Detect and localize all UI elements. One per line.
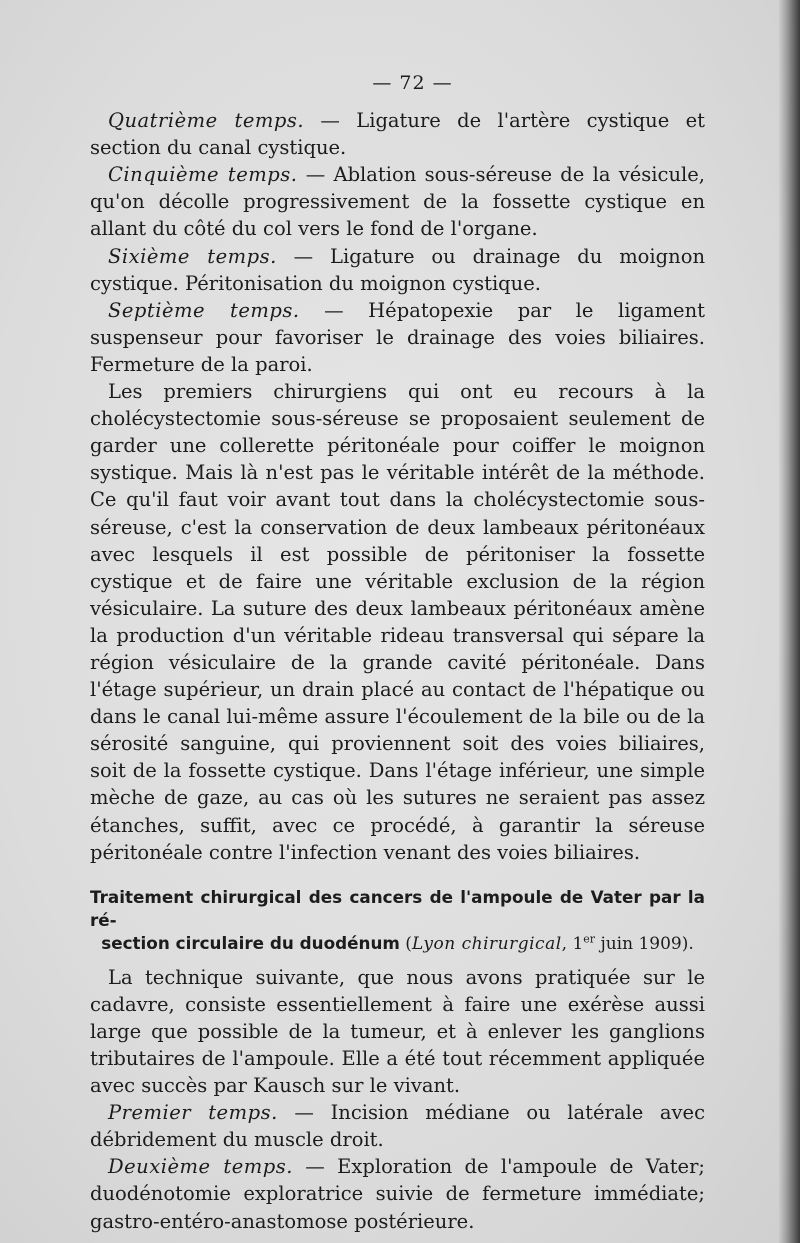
- step-label: Premier temps.: [108, 1101, 278, 1125]
- paragraph-technique: La technique suivante, que nous avons pratiquée sur le cadavre, consiste essentiellement à faire une exérèse aussi large que possible de la tumeur, et à enlever les ganglions tributaires de l'ampoule. Elle a été tout récemment appliquée avec succès par Kausch sur le vivant.: [90, 965, 705, 1098]
- paragraph-premier-temps: [90, 1099, 705, 1153]
- ref-date-pre: , 1: [561, 933, 584, 954]
- step-label: Septième temps.: [108, 298, 300, 322]
- step-label: Sixième temps.: [108, 244, 277, 268]
- paragraph-sixieme-temps: [90, 243, 705, 297]
- step-text: — Hépatopexie par le ligament suspenseur pour favoriser le drainage des voies biliaires. Fermeture de la paroi.: [90, 298, 705, 376]
- ref-sup: er: [583, 932, 596, 946]
- heading-line-2-wrap: [90, 932, 705, 956]
- ref-journal: Lyon chirurgical: [411, 933, 562, 954]
- heading-line-2: section circulaire du duodénum: [101, 932, 400, 953]
- paragraph-discussion: Les premiers chirurgiens qui ont eu recours à la cholécystectomie sous-séreuse se proposaient seulement de garder une collerette péritonéale pour coiffer le moignon systique. Mais là n'est pas le véritable intérêt de la méthode. Ce qu'il faut voir avant tout dans la cholécystectomie sous-séreuse, c'est la conservation de deux lambeaux péritonéaux avec lesquels il est possible de péritoniser la fossette cystique et de faire une véritable exclusion de la région vésiculaire. La suture des deux lambeaux péritonéaux amène la production d'un véritable rideau transversal qui sépare la région vésiculaire de la grande cavité péritonéale. Dans l'étage supérieur, un drain placé au contact de l'hépatique ou dans le canal lui-même assure l'écoulement de la bile ou de la sérosité sanguine, qui proviennent soit des voies biliaires, soit de la fossette cystique. Dans l'étage inférieur, une simple mèche de gaze, au cas où les sutures ne seraient pas assez étanches, suffit, avec ce procédé, à garantir la séreuse péritonéale contre l'infection venant des voies biliaires.: [90, 380, 705, 864]
- paragraph-septieme-temps: [90, 297, 705, 378]
- step-text: — Incision médiane ou latérale avec débridement du muscle droit.: [90, 1101, 705, 1152]
- step-text: — Ligature ou drainage du moignon cystique. Péritonisation du moignon cystique.: [90, 244, 706, 295]
- step-label: Quatrième temps.: [108, 109, 305, 133]
- step-label: Deuxième temps.: [108, 1155, 293, 1179]
- paragraph-deuxieme-temps: [90, 1153, 705, 1234]
- ref-date-post: juin 1909).: [595, 933, 694, 954]
- step-text: — Exploration de l'ampoule de Vater; duodénotomie exploratrice suivie de fermeture immédiate; gastro-entéro-anastomose postérieure.: [90, 1155, 705, 1233]
- page-number: — 72 —: [372, 72, 453, 94]
- heading-line-1: Traitement chirurgical des cancers de l'ampoule de Vater par la ré-: [90, 886, 705, 930]
- heading-reference: [400, 934, 694, 954]
- step-text: — Ablation sous-séreuse de la vésicule, qu'on décolle progressivement de la fossette cystique en allant du côté du col vers le fond de l'organe.: [90, 163, 706, 241]
- step-label: Cinquième temps.: [108, 163, 298, 187]
- ref-open: (: [399, 933, 412, 954]
- page-content: [90, 70, 705, 1235]
- paragraph-quatrieme-temps: [90, 107, 705, 161]
- section-heading: [90, 886, 705, 956]
- page-binding-shadow: [778, 0, 800, 1243]
- step-text: — Ligature de l'artère cystique et section du canal cystique.: [90, 109, 705, 160]
- paragraph-cinquieme-temps: [90, 161, 705, 242]
